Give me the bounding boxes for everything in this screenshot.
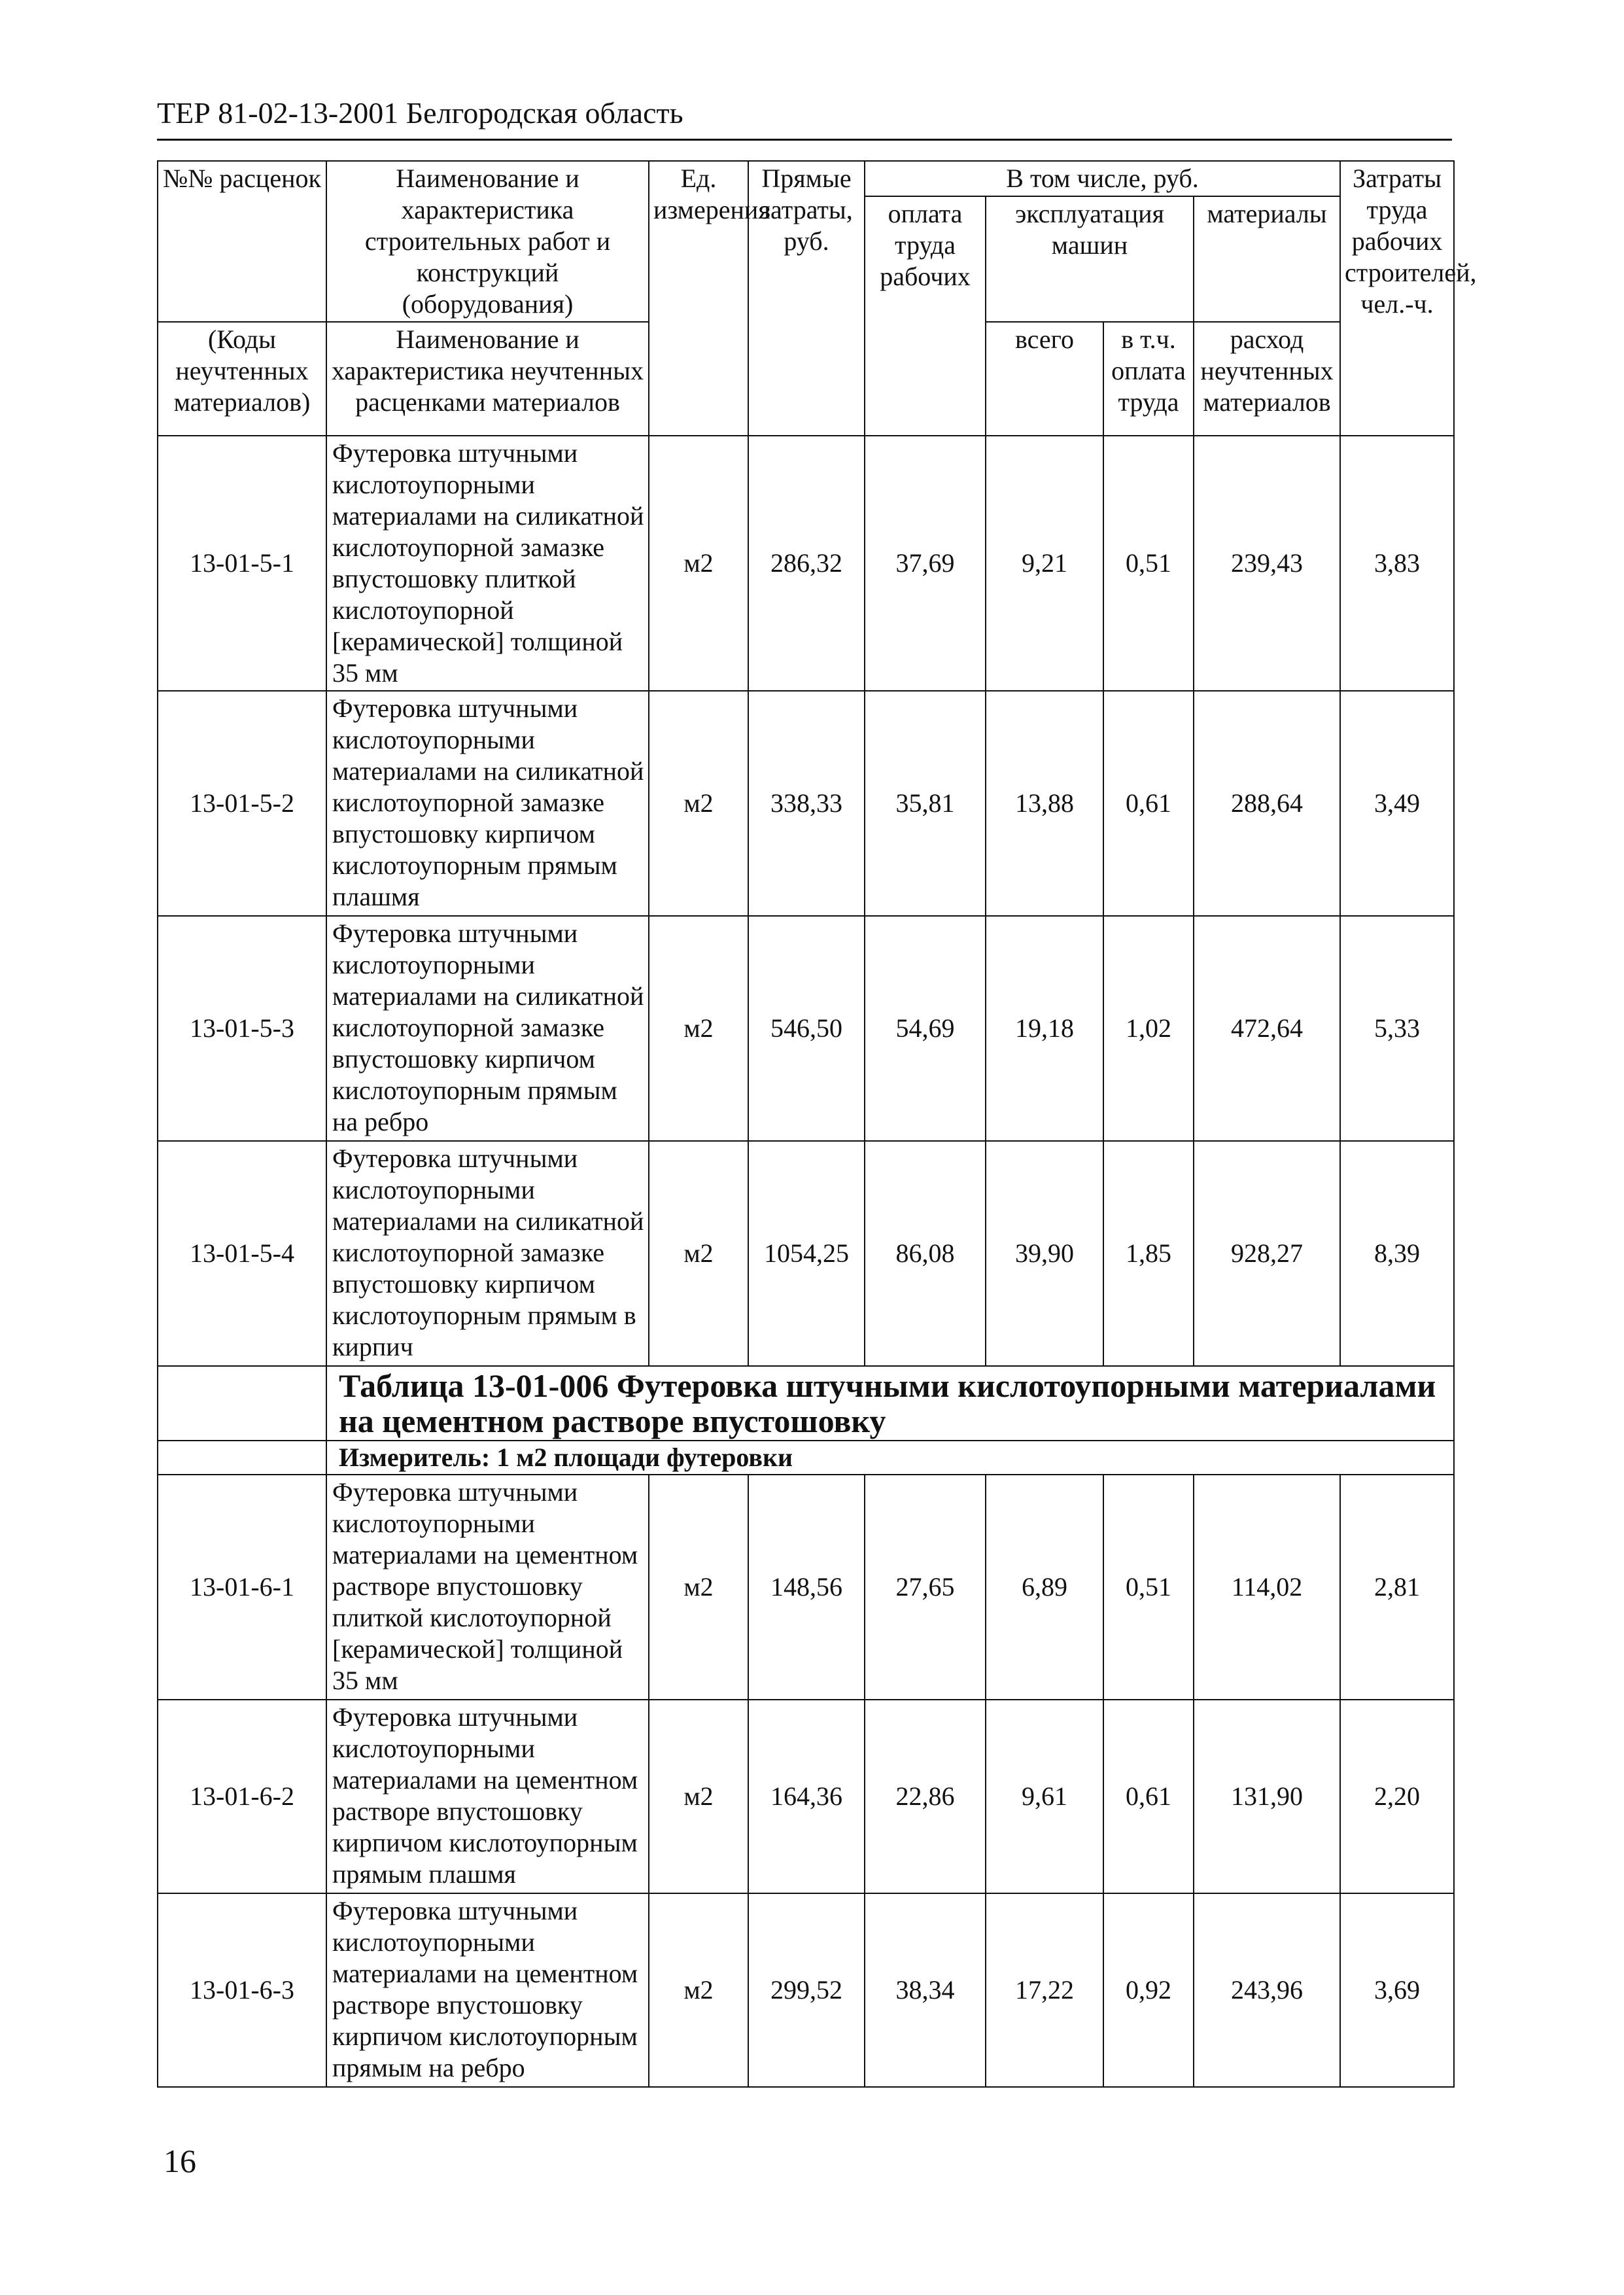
header-wages: оплата труда рабочих — [865, 196, 986, 436]
cell-direct: 1054,25 — [748, 1141, 865, 1366]
header-machines: эксплуатация машин — [986, 196, 1194, 322]
cell-unit: м2 — [649, 436, 748, 691]
cell-labor: 3,83 — [1340, 436, 1454, 691]
cell-labor: 3,69 — [1340, 1893, 1454, 2087]
cell-code: 13-01-5-4 — [158, 1141, 326, 1366]
cell-name: Футеровка штучными кислотоупорными материалами на цементном растворе впустошовку кирпичом кислотоупорным прямым плашмя — [326, 1700, 649, 1893]
cell-machines: 13,88 — [986, 691, 1103, 916]
header-labor: Затраты труда рабочих строителей, чел.-ч. — [1340, 161, 1454, 436]
table-row — [158, 1141, 1454, 1366]
header-materials: материалы — [1194, 196, 1340, 322]
cell-wages: 35,81 — [865, 691, 986, 916]
header-name-sub: Наименование и характеристика неучтенных расценками материалов — [326, 322, 649, 436]
section-blank — [158, 1366, 326, 1441]
header-row-1 — [158, 161, 1454, 196]
cell-materials: 472,64 — [1194, 916, 1340, 1141]
cell-name: Футеровка штучными кислотоупорными материалами на цементном растворе впустошовку плиткой кислотоупорной [керамической] толщиной 35 мм — [326, 1475, 649, 1700]
cell-materials: 288,64 — [1194, 691, 1340, 916]
cell-machines: 9,21 — [986, 436, 1103, 691]
cell-unit: м2 — [649, 1700, 748, 1893]
cell-wages: 37,69 — [865, 436, 986, 691]
cell-code: 13-01-5-2 — [158, 691, 326, 916]
table-row — [158, 436, 1454, 691]
cell-code: 13-01-5-1 — [158, 436, 326, 691]
cell-direct: 299,52 — [748, 1893, 865, 2087]
header-materials-sub: расход неучтенных материалов — [1194, 322, 1340, 436]
cell-machines: 39,90 — [986, 1141, 1103, 1366]
cell-wages: 27,65 — [865, 1475, 986, 1700]
section-title-row — [158, 1366, 1454, 1441]
cell-machines-wages: 1,02 — [1103, 916, 1194, 1141]
cell-machines-wages: 0,61 — [1103, 1700, 1194, 1893]
cell-unit: м2 — [649, 691, 748, 916]
cell-unit: м2 — [649, 1893, 748, 2087]
cell-machines: 19,18 — [986, 916, 1103, 1141]
rates-table — [157, 160, 1477, 2088]
cell-wages: 22,86 — [865, 1700, 986, 1893]
cell-name: Футеровка штучными кислотоупорными материалами на силикатной кислотоупорной замазке впустошовку кирпичом кислотоупорным прямым в кирпич — [326, 1141, 649, 1366]
cell-direct: 286,32 — [748, 436, 865, 691]
header-machines-wages: в т.ч. оплата труда — [1103, 322, 1194, 436]
cell-materials: 243,96 — [1194, 1893, 1340, 2087]
header-code-sub: (Коды неучтенных материалов) — [158, 322, 326, 436]
page-number: 16 — [164, 2143, 196, 2179]
header-unit: Ед. измерения — [649, 161, 748, 436]
cell-code: 13-01-6-2 — [158, 1700, 326, 1893]
header-direct: Прямые затраты, руб. — [748, 161, 865, 436]
section-meter: Измеритель: 1 м2 площади футеровки — [326, 1441, 1454, 1475]
header-code: №№ расценок — [158, 161, 326, 322]
table-row — [158, 1893, 1454, 2087]
cell-machines-wages: 0,51 — [1103, 1475, 1194, 1700]
running-header: ТЕР 81-02-13-2001 Белгородская область — [157, 96, 683, 130]
cell-code: 13-01-5-3 — [158, 916, 326, 1141]
cell-labor: 8,39 — [1340, 1141, 1454, 1366]
cell-wages: 38,34 — [865, 1893, 986, 2087]
table-row — [158, 1700, 1454, 1893]
table-body — [158, 161, 1477, 2087]
table-row — [158, 1475, 1454, 1700]
cell-name: Футеровка штучными кислотоупорными материалами на силикатной кислотоупорной замазке впустошовку кирпичом кислотоупорным прямым плашмя — [326, 691, 649, 916]
cell-code: 13-01-6-3 — [158, 1893, 326, 2087]
meter-blank — [158, 1441, 326, 1475]
section-title: Таблица 13-01-006 Футеровка штучными кислотоупорными материалами на цементном растворе впустошовку — [326, 1366, 1454, 1441]
cell-wages: 86,08 — [865, 1141, 986, 1366]
cell-wages: 54,69 — [865, 916, 986, 1141]
cell-materials: 114,02 — [1194, 1475, 1340, 1700]
cell-code: 13-01-6-1 — [158, 1475, 326, 1700]
cell-machines-wages: 0,61 — [1103, 691, 1194, 916]
cell-name: Футеровка штучными кислотоупорными материалами на силикатной кислотоупорной замазке впустошовку кирпичом кислотоупорным прямым на ребро — [326, 916, 649, 1141]
header-incl: В том числе, руб. — [865, 161, 1340, 196]
cell-direct: 164,36 — [748, 1700, 865, 1893]
section-meter-row — [158, 1441, 1454, 1475]
cell-labor: 5,33 — [1340, 916, 1454, 1141]
cell-labor: 2,20 — [1340, 1700, 1454, 1893]
cell-direct: 546,50 — [748, 916, 865, 1141]
cell-machines: 17,22 — [986, 1893, 1103, 2087]
cell-labor: 2,81 — [1340, 1475, 1454, 1700]
header-name: Наименование и характеристика строительных работ и конструкций (оборудования) — [326, 161, 649, 322]
cell-materials: 928,27 — [1194, 1141, 1340, 1366]
cell-machines: 6,89 — [986, 1475, 1103, 1700]
table-row — [158, 916, 1454, 1141]
cell-machines-wages: 0,92 — [1103, 1893, 1194, 2087]
cell-name: Футеровка штучными кислотоупорными материалами на силикатной кислотоупорной замазке впустошовку плиткой кислотоупорной [керамической] толщиной 35 мм — [326, 436, 649, 691]
cell-materials: 239,43 — [1194, 436, 1340, 691]
table-row — [158, 691, 1454, 916]
cell-unit: м2 — [649, 1475, 748, 1700]
cell-direct: 338,33 — [748, 691, 865, 916]
cell-direct: 148,56 — [748, 1475, 865, 1700]
cell-machines-wages: 1,85 — [1103, 1141, 1194, 1366]
cell-unit: м2 — [649, 1141, 748, 1366]
cell-materials: 131,90 — [1194, 1700, 1340, 1893]
cell-machines: 9,61 — [986, 1700, 1103, 1893]
header-rule — [157, 139, 1452, 141]
cell-labor: 3,49 — [1340, 691, 1454, 916]
cell-machines-wages: 0,51 — [1103, 436, 1194, 691]
cell-unit: м2 — [649, 916, 748, 1141]
header-machines-total: всего — [986, 322, 1103, 436]
cell-name: Футеровка штучными кислотоупорными материалами на цементном растворе впустошовку кирпичом кислотоупорным прямым на ребро — [326, 1893, 649, 2087]
